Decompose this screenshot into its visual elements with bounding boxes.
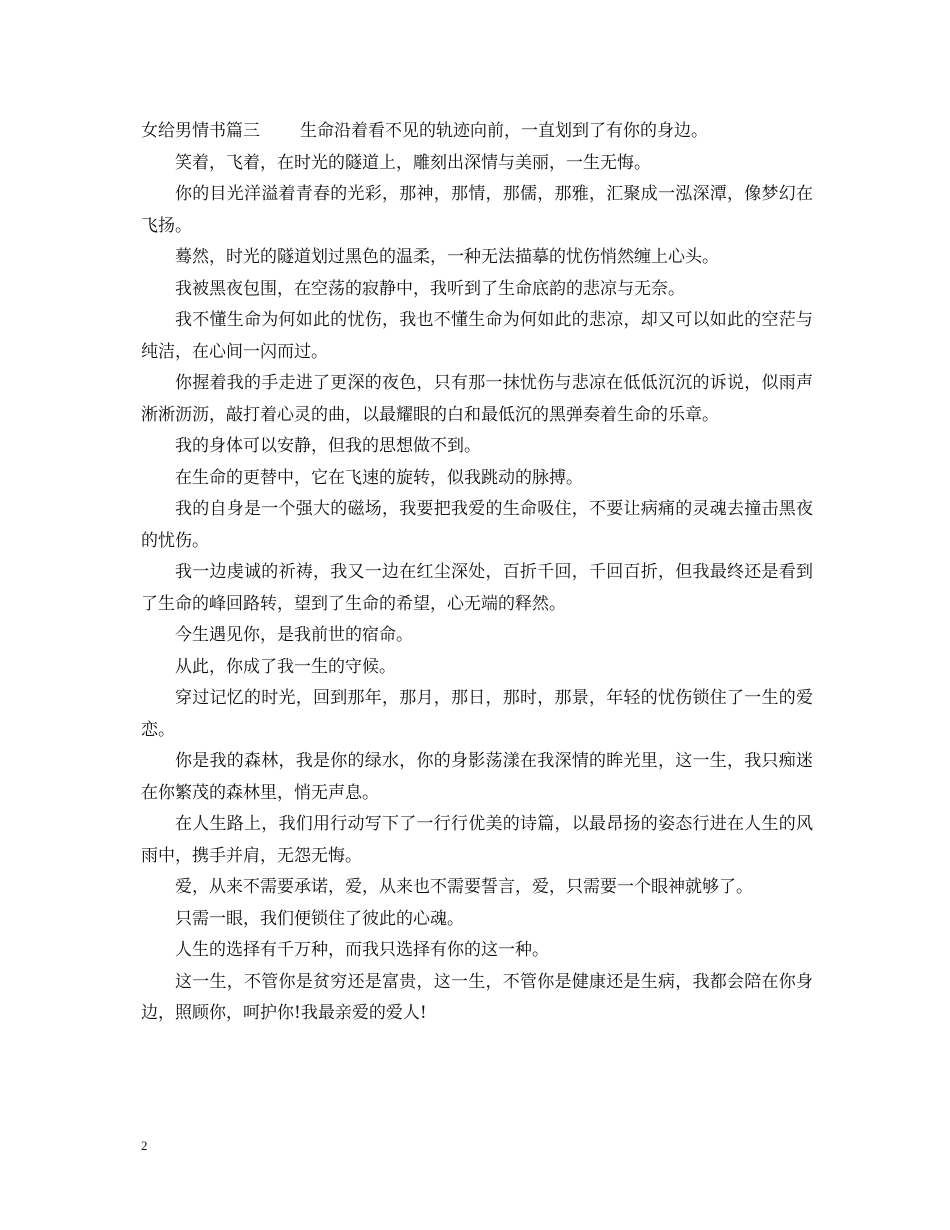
paragraph: 我的身体可以安静，但我的思想做不到。 — [175, 436, 481, 456]
paragraph: 人生的选择有千万种，而我只选择有你的这一种。 — [175, 940, 549, 960]
title-paragraph — [141, 116, 813, 148]
paragraph: 爱，从来不需要承诺，爱，从来也不需要誓言，爱，只需要一个眼神就够了。 — [175, 877, 753, 897]
document-title: 女给男情书篇三 — [141, 121, 260, 141]
paragraph: 蓦然，时光的隧道划过黑色的温柔，一种无法描摹的忧伤悄然缠上心头。 — [175, 247, 719, 267]
first-paragraph-text: 生命沿着看不见的轨迹向前，一直划到了有你的身边。 — [300, 121, 708, 141]
paragraph: 在生命的更替中，它在飞速的旋转，似我跳动的脉搏。 — [175, 467, 583, 488]
paragraph: 只需一眼，我们便锁住了彼此的心魂。 — [175, 908, 464, 929]
paragraph: 你是我的森林，我是你的绿水，你的身影荡漾在我深情的眸光里，这一生，我只痴迷在你繁茂的森林里，悄无声息。 — [141, 751, 813, 803]
paragraph: 穿过记忆的时光，回到那年，那月，那日，那时，那景，年轻的忧伤锁住了一生的爱恋。 — [141, 688, 813, 740]
page-number: 2 — [141, 1138, 148, 1153]
paragraph: 从此，你成了我一生的守候。 — [175, 656, 396, 677]
paragraph: 我被黑夜包围，在空荡的寂静中，我听到了生命底韵的悲凉与无奈。 — [175, 278, 685, 299]
paragraph: 这一生，不管你是贫穷还是富贵，这一生，不管你是健康还是生病，我都会陪在你身边，照顾你，呵护你!我最亲爱的爱人! — [141, 971, 813, 1023]
paragraph: 你的目光洋溢着青春的光彩，那神，那情，那儒，那雅，汇聚成一泓深潭，像梦幻在飞扬。 — [141, 184, 813, 236]
paragraph: 笑着，飞着，在时光的隧道上，雕刻出深情与美丽，一生无悔。 — [175, 152, 651, 173]
paragraph: 我一边虔诚的祈祷，我又一边在红尘深处，百折千回，千回百折，但我最终还是看到了生命的峰回路转，望到了生命的希望，心无端的释然。 — [141, 562, 813, 614]
document-body — [141, 116, 813, 1030]
paragraph: 我的自身是一个强大的磁场，我要把我爱的生命吸住，不要让病痛的灵魂去撞击黑夜的忧伤。 — [141, 499, 813, 551]
paragraph: 今生遇见你，是我前世的宿命。 — [175, 625, 413, 645]
paragraph: 你握着我的手走进了更深的夜色，只有那一抹忧伤与悲凉在低低沉沉的诉说，似雨声淅淅沥沥，敲打着心灵的曲，以最耀眼的白和最低沉的黑弹奏着生命的乐章。 — [141, 373, 813, 425]
paragraph: 我不懂生命为何如此的忧伤，我也不懂生命为何如此的悲凉，却又可以如此的空茫与纯洁，在心间一闪而过。 — [141, 310, 813, 362]
paragraph: 在人生路上，我们用行动写下了一行行优美的诗篇，以最昂扬的姿态行进在人生的风雨中，携手并肩，无怨无悔。 — [141, 814, 813, 866]
